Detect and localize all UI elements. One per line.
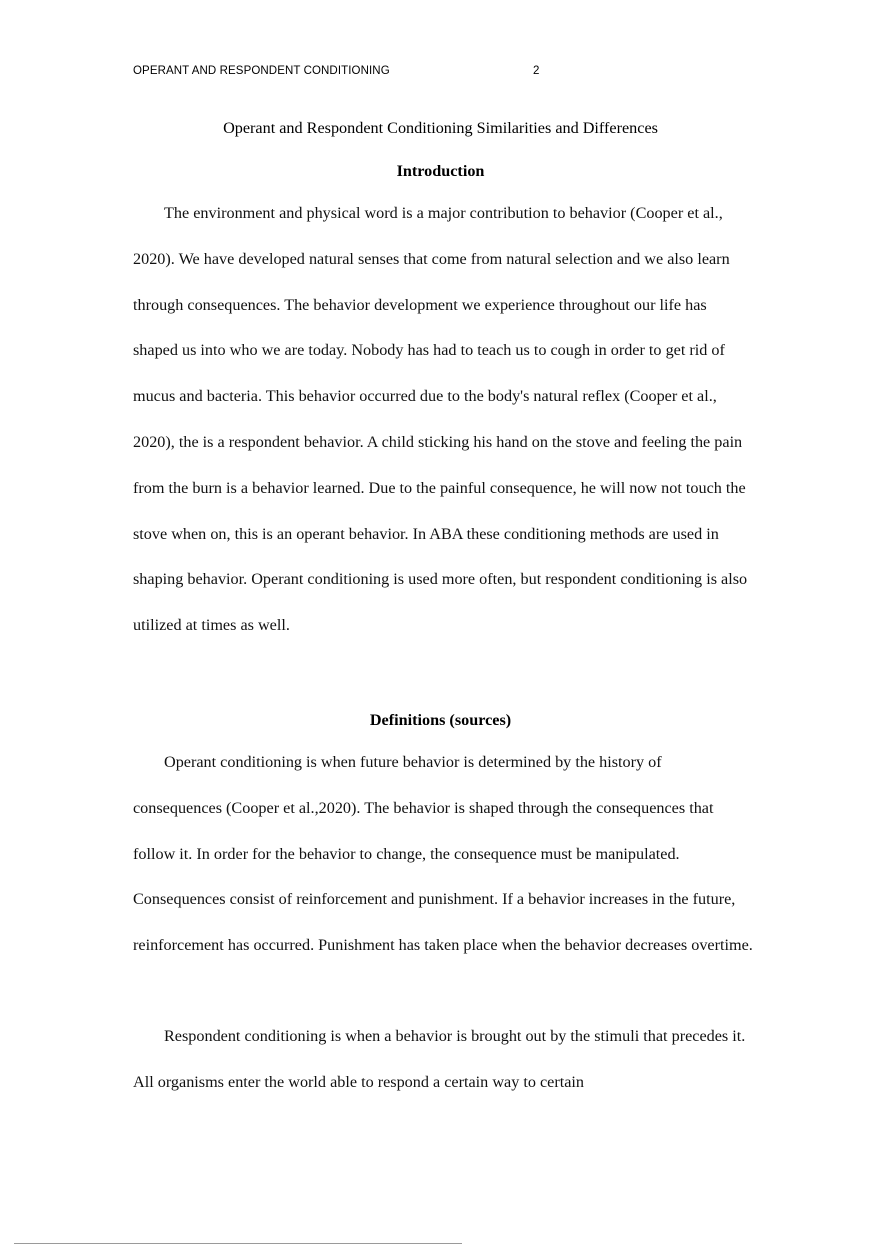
section-heading-introduction: Introduction xyxy=(396,162,485,180)
paragraph-introduction: The environment and physical word is a major contribution to behavior (Cooper et al., 2020). We have developed natural senses that come from natural selection and we also learn through consequences. The behavior development we experience throughout our life has shaped us into who we are today. Nobody has had to teach us to cough in order to get rid of mucus and bacteria. This behavior occurred due to the body's natural reflex (Cooper et al., 2020), the is a respondent behavior. A child sticking his hand on the stove and feeling the pain from the burn is a behavior learned. Due to the painful consequence, he will now not touch the stove when on, this is an operant behavior. In ABA these conditioning methods are used in shaping behavior. Operant conditioning is used more often, but respondent conditioning is also utilized at times as well. xyxy=(133,204,748,635)
document-title: Operant and Respondent Conditioning Similarities and Differences xyxy=(223,119,658,137)
paragraph-respondent-definition: Respondent conditioning is when a behavior is brought out by the stimuli that precedes it. All organisms enter the world able to respond a certain way to certain xyxy=(133,1027,746,1091)
footer-divider xyxy=(14,1243,462,1244)
paragraph-operant-definition: Operant conditioning is when future behavior is determined by the history of consequences (Cooper et al.,2020). The behavior is shaped through the consequences that follow it. In order for the behavior to change, the consequence must be manipulated. Consequences consist of reinforcement and punishment. If a behavior increases in the future, reinforcement has occurred. Punishment has taken place when the behavior decreases overtime. xyxy=(133,753,753,955)
running-head: OPERANT AND RESPONDENT CONDITIONING xyxy=(133,65,390,77)
page-number: 2 xyxy=(533,65,540,77)
section-heading-definitions: Definitions (sources) xyxy=(369,711,512,729)
